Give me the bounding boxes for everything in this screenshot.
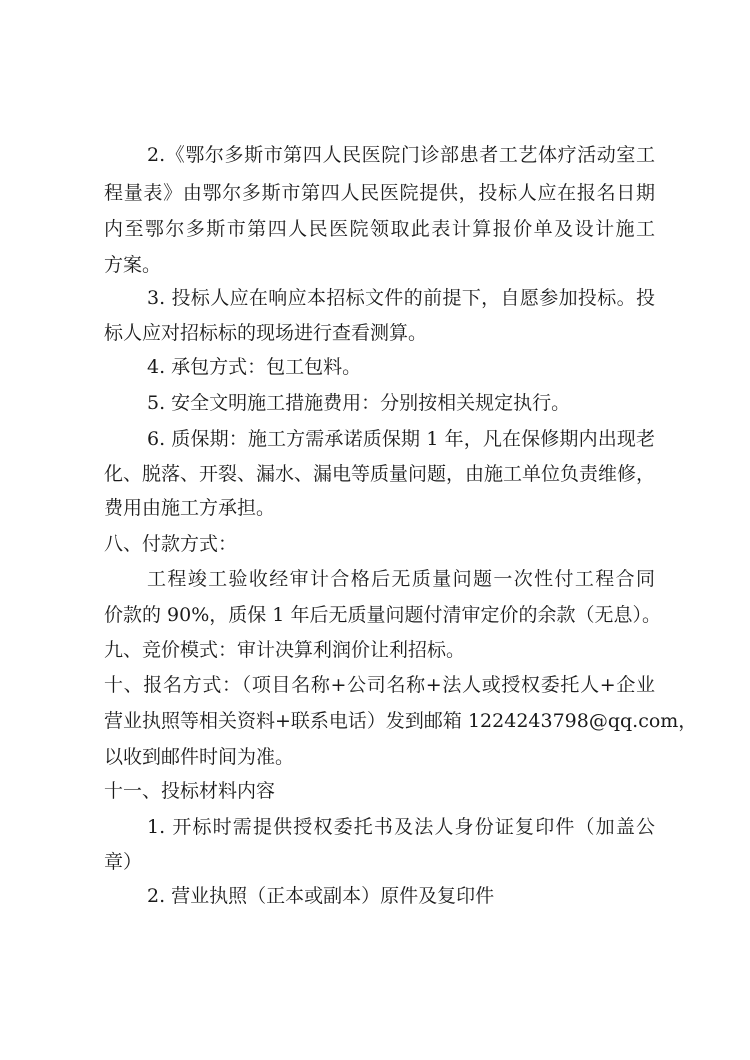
item-2-line-2: 程量表》由鄂尔多斯市第四人民医院提供，投标人应在报名日期 <box>104 182 655 204</box>
item-6-line-3: 费用由施工方承担。 <box>104 497 276 519</box>
item-2-line-4: 方案。 <box>104 254 162 276</box>
section-11-item-1-line-1: 1. 开标时需提供授权委托书及法人身份证复印件（加盖公 <box>147 816 655 838</box>
section-8-body-line-2: 价款的 90%，质保 1 年后无质量问题付清审定价的余款（无息）。 <box>104 604 661 626</box>
section-10-line-2: 营业执照等相关资料+联系电话）发到邮箱 1224243798@qq.com， <box>104 710 698 732</box>
section-10-line-3: 以收到邮件时间为准。 <box>104 746 295 768</box>
item-5: 5. 安全文明施工措施费用：分别按相关规定执行。 <box>147 392 571 414</box>
item-3-line-1: 3. 投标人应在响应本招标文件的前提下，自愿参加投标。投 <box>147 287 655 309</box>
item-4: 4. 承包方式：包工包料。 <box>147 356 362 378</box>
item-6-line-2: 化、脱落、开裂、漏水、漏电等质量问题，由施工单位负责维修， <box>104 463 656 485</box>
section-10-line-1: 十、报名方式：（项目名称+公司名称+法人或授权委托人+企业 <box>104 674 655 696</box>
section-9: 九、竞价模式：审计决算利润价让利招标。 <box>104 639 466 661</box>
section-11-heading: 十一、投标材料内容 <box>104 780 276 802</box>
item-3-line-2: 标人应对招标标的现场进行查看测算。 <box>104 322 428 344</box>
item-2-line-1: 2.《鄂尔多斯市第四人民医院门诊部患者工艺体疗活动室工 <box>147 144 655 166</box>
section-11-item-2: 2. 营业执照（正本或副本）原件及复印件 <box>147 885 495 907</box>
section-8-body-line-1: 工程竣工验收经审计合格后无质量问题一次性付工程合同 <box>147 568 655 590</box>
item-2-line-3: 内至鄂尔多斯市第四人民医院领取此表计算报价单及设计施工 <box>104 218 655 240</box>
item-6-line-1: 6. 质保期：施工方需承诺质保期 1 年，凡在保修期内出现老 <box>147 428 655 450</box>
section-8-heading: 八、付款方式： <box>104 533 238 555</box>
section-11-item-1-line-2: 章） <box>104 851 143 873</box>
